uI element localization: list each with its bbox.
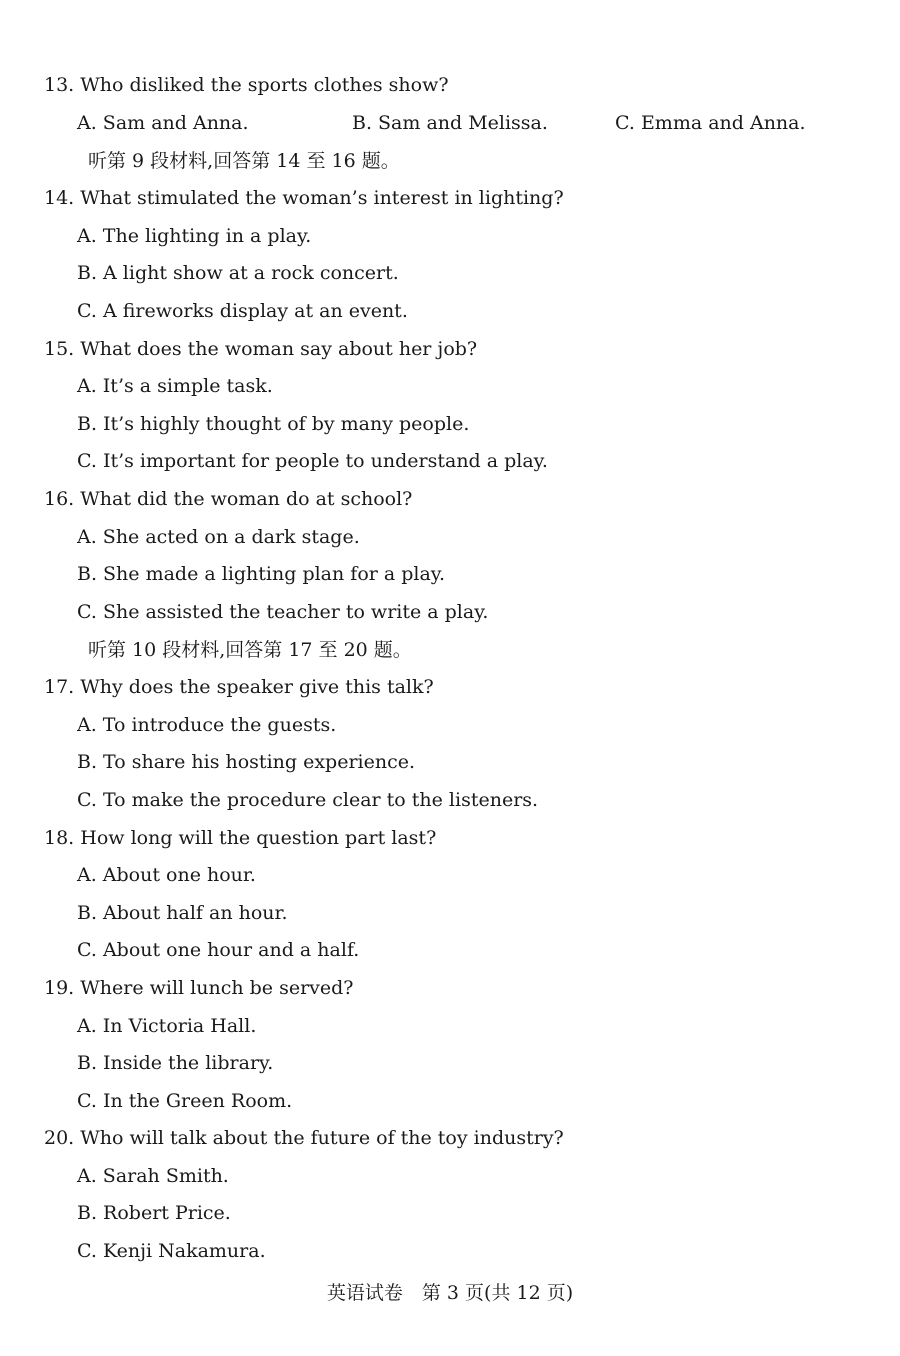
q13-option-b: B. Sam and Melissa. — [352, 112, 548, 134]
question-14: 14. What stimulated the woman’s interest in lighting? — [44, 187, 564, 209]
q14-option-a: A. The lighting in a play. — [77, 225, 312, 247]
question-13-options — [77, 111, 877, 135]
q17-option-c: C. To make the procedure clear to the listeners. — [77, 789, 539, 811]
q18-option-a: A. About one hour. — [77, 864, 256, 886]
q18-option-c: C. About one hour and a half. — [77, 939, 360, 961]
question-17: 17. Why does the speaker give this talk? — [44, 676, 434, 698]
question-13: 13. Who disliked the sports clothes show? — [44, 74, 449, 96]
q15-option-c: C. It’s important for people to understand a play. — [77, 450, 548, 472]
question-20: 20. Who will talk about the future of the toy industry? — [44, 1127, 564, 1149]
q13-option-a: A. Sam and Anna. — [77, 112, 249, 134]
q16-option-b: B. She made a lighting plan for a play. — [77, 563, 446, 585]
section-instruction-10: 听第 10 段材料,回答第 17 至 20 题。 — [88, 639, 412, 661]
q13-option-c: C. Emma and Anna. — [615, 112, 806, 134]
q15-option-a: A. It’s a simple task. — [77, 375, 273, 397]
q17-option-a: A. To introduce the guests. — [77, 714, 337, 736]
question-19: 19. Where will lunch be served? — [44, 977, 354, 999]
question-15: 15. What does the woman say about her job? — [44, 338, 478, 360]
q14-option-c: C. A fireworks display at an event. — [77, 300, 408, 322]
question-16: 16. What did the woman do at school? — [44, 488, 413, 510]
q17-option-b: B. To share his hosting experience. — [77, 751, 416, 773]
page-footer: 英语试卷 第 3 页(共 12 页) — [326, 1282, 574, 1304]
question-18: 18. How long will the question part last? — [44, 827, 437, 849]
q20-option-a: A. Sarah Smith. — [77, 1165, 229, 1187]
q15-option-b: B. It’s highly thought of by many people. — [77, 413, 470, 435]
q19-option-a: A. In Victoria Hall. — [77, 1015, 257, 1037]
q20-option-b: B. Robert Price. — [77, 1202, 231, 1224]
q14-option-b: B. A light show at a rock concert. — [77, 262, 399, 284]
section-instruction-9: 听第 9 段材料,回答第 14 至 16 题。 — [88, 150, 400, 172]
q20-option-c: C. Kenji Nakamura. — [77, 1240, 266, 1262]
q16-option-c: C. She assisted the teacher to write a play. — [77, 601, 489, 623]
q19-option-c: C. In the Green Room. — [77, 1090, 293, 1112]
q16-option-a: A. She acted on a dark stage. — [77, 526, 360, 548]
q19-option-b: B. Inside the library. — [77, 1052, 274, 1074]
q18-option-b: B. About half an hour. — [77, 902, 288, 924]
